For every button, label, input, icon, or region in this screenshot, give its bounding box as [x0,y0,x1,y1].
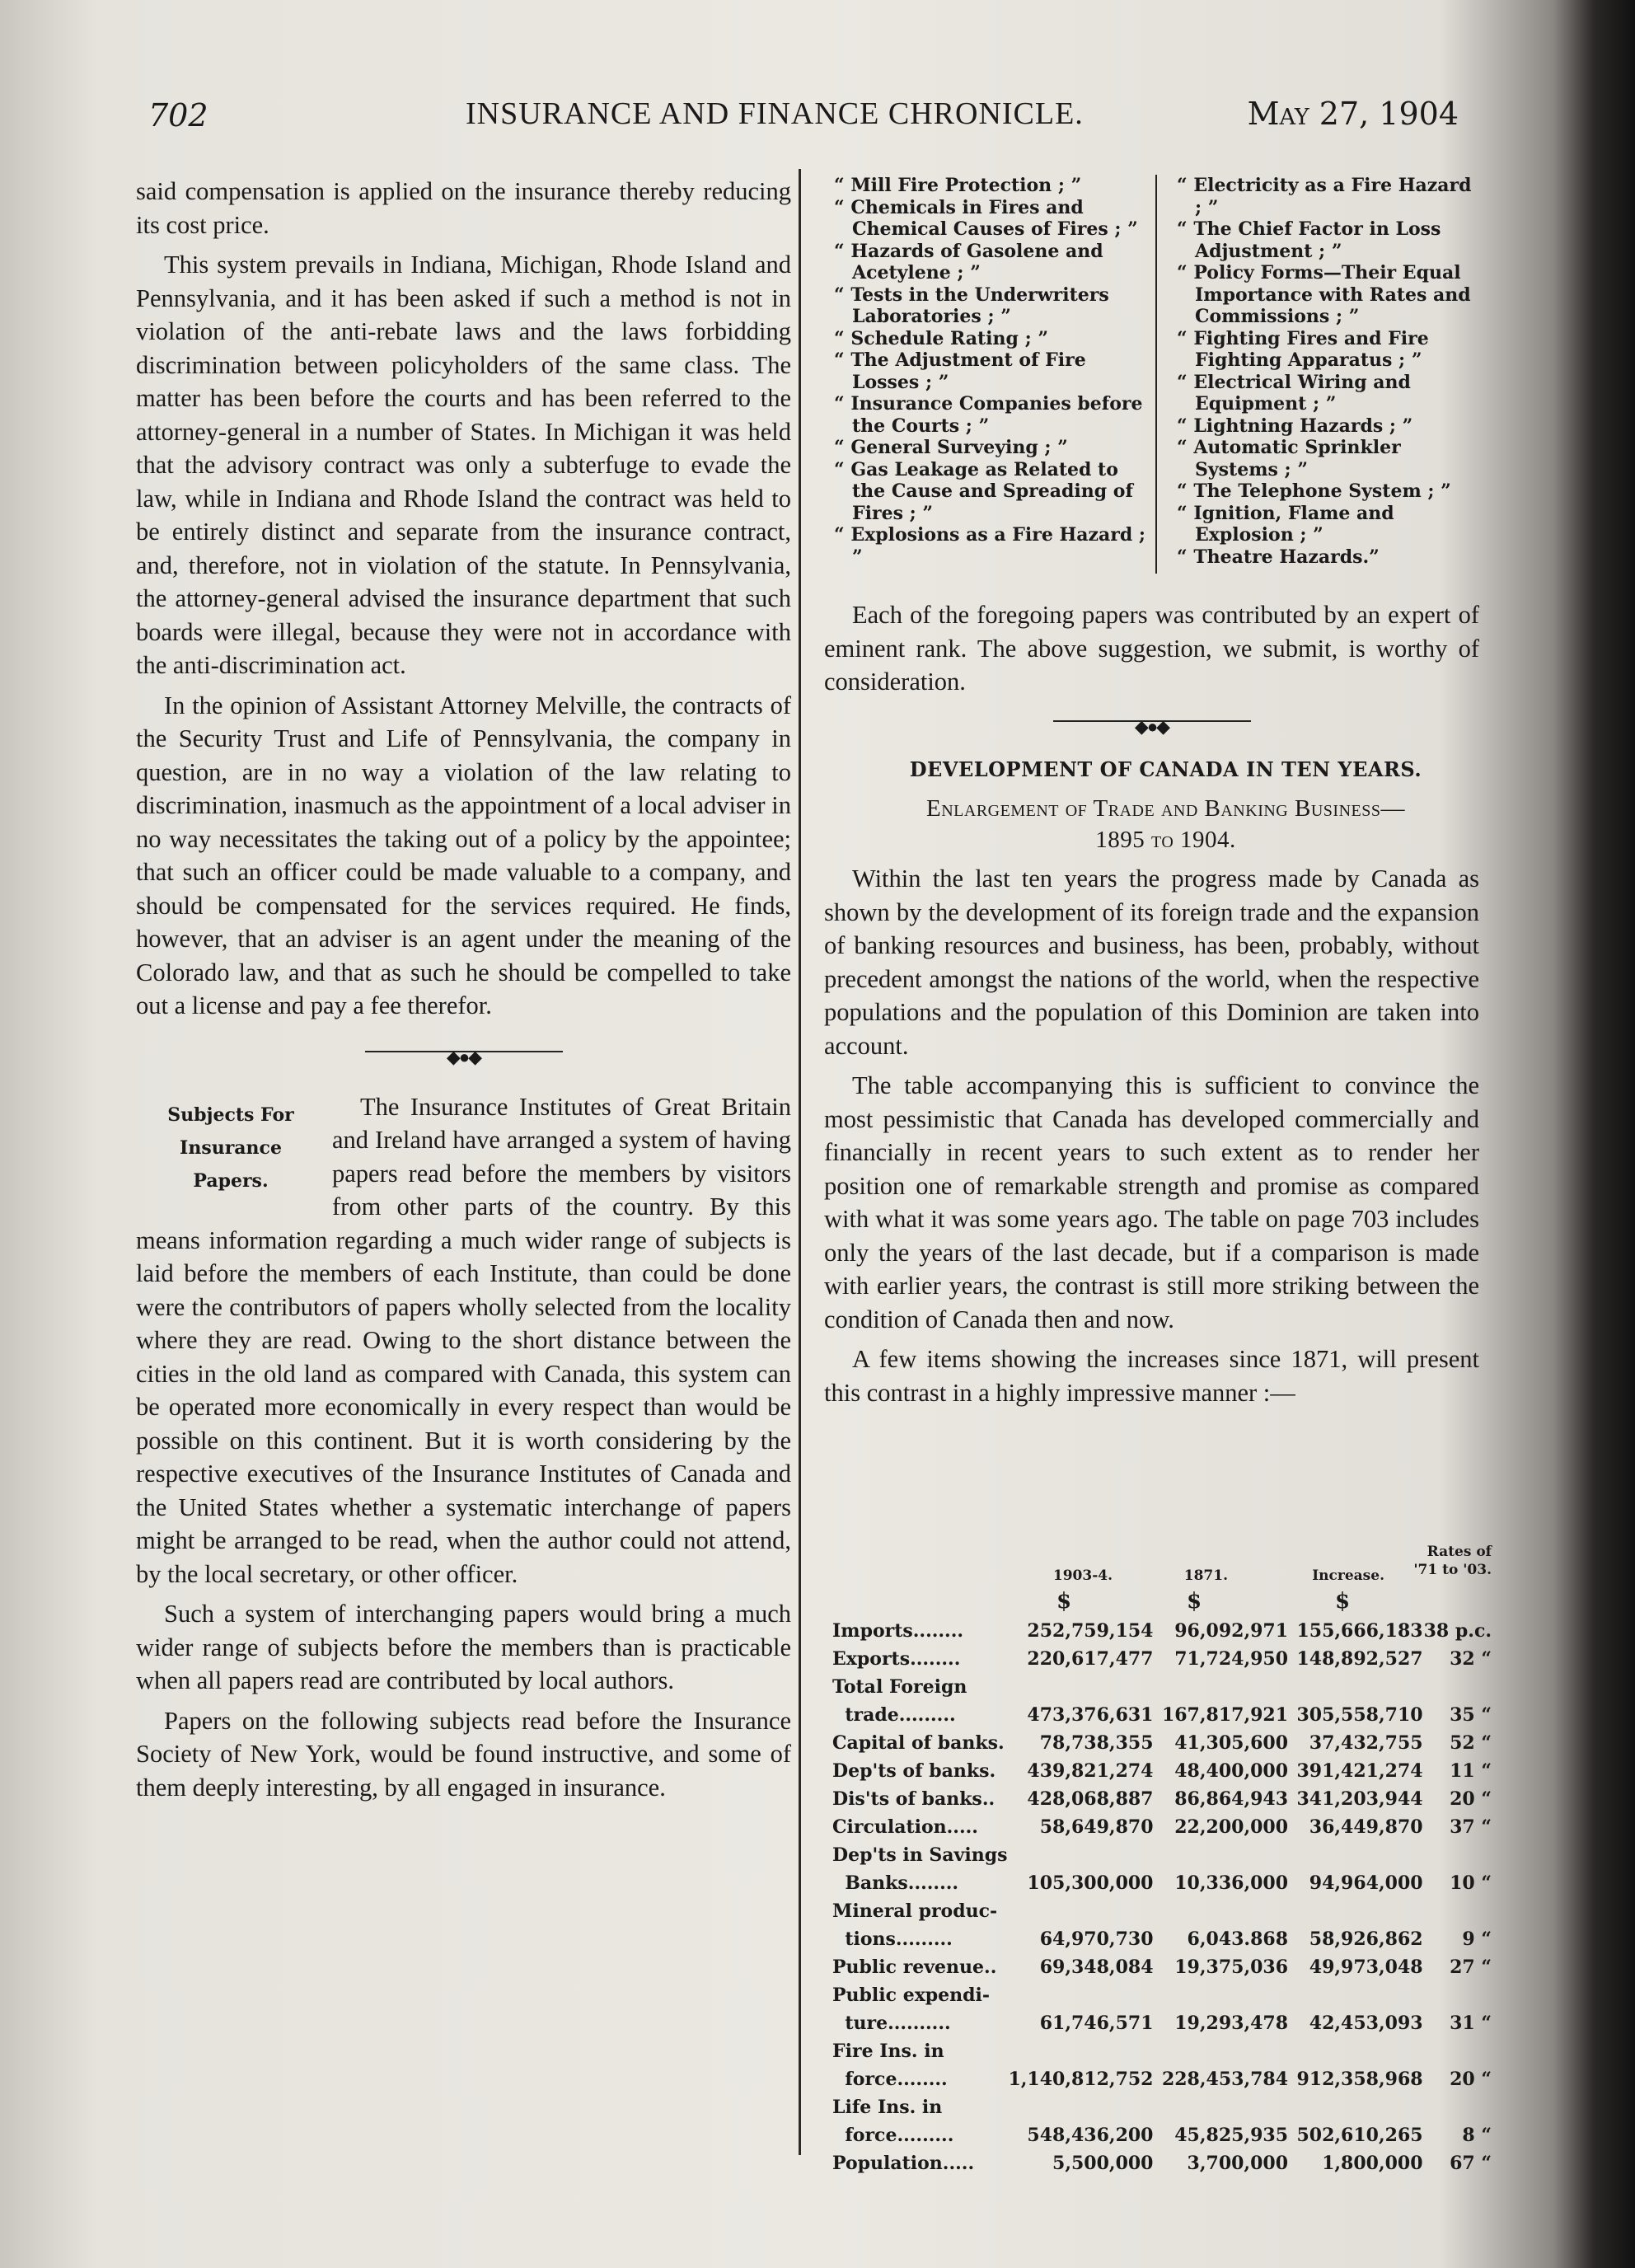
row-label: tions......... [832,1928,953,1950]
topic-item: “ Mill Fire Protection ; ” [834,175,1082,196]
row-label: trade......... [832,1704,956,1726]
ornamental-divider [824,707,1479,735]
value-cell [1154,1897,1289,1925]
row-label: Public revenue.. [832,1956,997,1978]
paragraph: In the opinion of Assistant Attorney Melville, the contracts of the Security Trust and Life of Pennsylvania, the company in question, are in no way a violation of the law relating to discrimination, inasmuch as the appointment of a local adviser in no way necessitates the taking out of a policy by the appointee; that such an officer could be made valuable to a company, and should be compensated for the services required. He finds, however, that an adviser is an agent under the meaning of the Colorado law, and that as such he should be compelled to take out a license and pay a fee therefor. [136,691,791,1019]
rate-cell: 35 “ [1450,1704,1492,1726]
topic-item: “ Electrical Wiring and Equipment ; ” [1177,371,1411,415]
value-cell [1008,2037,1153,2065]
table-header: 1903-4. [1052,1567,1113,1584]
rate-cell [1423,1897,1492,1925]
topic-item: “ Chemicals in Fires and Chemical Causes of Fires ; ” [834,196,1138,240]
paragraph: Within the last ten years the progress made by Canada as shown by the development of its foreign trade and the expansion of banking resources and business, has been, probably, without precedent amongst the nations of the world, when the respective populations and the population of this Dominion are taken into account. [824,865,1479,1060]
value-cell: 58,926,862 [1309,1928,1423,1950]
page-number: 702 [148,97,208,134]
value-cell: 42,453,093 [1309,2013,1423,2034]
value-cell [1008,1841,1153,1869]
row-label: Total Foreign [832,1676,967,1698]
value-cell [1154,1841,1289,1869]
table-row [832,1897,1492,1925]
row-label: Mineral produc- [832,1900,998,1922]
side-heading-line: Subjects For [167,1104,294,1126]
rate-cell [1423,2093,1492,2121]
value-cell [1288,2093,1423,2121]
topics-right-column [1177,175,1478,568]
value-cell: 71,724,950 [1174,1648,1289,1670]
paragraph: Papers on the following subjects read before the Insurance Society of New York, would be found instructive, and some of them deeply interesting, by all engaged in insurance. [136,1706,791,1802]
table-row [832,1729,1492,1757]
table-row [832,2093,1492,2121]
table-row [832,2009,1492,2037]
table-row [832,1925,1492,1953]
topic-item: “ Theatre Hazards.” [1177,546,1380,568]
row-label: force........ [832,2069,948,2090]
value-cell [1154,2093,1289,2121]
table-header: 1871. [1183,1567,1228,1584]
value-cell [1154,1673,1289,1701]
value-cell: 548,436,200 [1027,2125,1154,2146]
value-cell: 391,421,274 [1296,1760,1423,1782]
value-cell: 220,617,477 [1027,1648,1154,1670]
value-cell [1008,1897,1153,1925]
rate-cell: 32 “ [1450,1648,1492,1670]
paragraph: said compensation is applied on the insurance thereby reducing its cost price. [136,177,791,239]
issue-date: May 27, 1904 [1247,96,1459,132]
row-label: Exports........ [832,1648,961,1670]
value-cell [1008,1673,1153,1701]
value-cell [1288,1841,1423,1869]
ornamental-divider [136,1038,791,1066]
value-cell: 19,375,036 [1174,1956,1289,1978]
value-cell: 3,700,000 [1187,2153,1289,2174]
topic-item: “ Gas Leakage as Related to the Cause and Spreading of Fires ; ” [834,458,1133,524]
rate-cell: 8 “ [1462,2125,1492,2146]
table-row [832,1757,1492,1785]
topic-item: “ Electricity as a Fire Hazard ; ” [1177,175,1472,218]
value-cell: 502,610,265 [1296,2125,1423,2146]
topic-item: “ Insurance Companies before the Courts ; ” [834,393,1143,437]
value-cell [1154,2037,1289,2065]
paragraph: The Insurance Institutes of Great Britain and Ireland have arranged a system of having papers read before the members by visitors from other parts of the country. By this means information regarding a much wider range of subjects is laid before the members of each Institute, than could be done were the contributors of papers wholly selected from the locality where they are read. Owing to the short distance between the cities in the old land as compared with Canada, this system can be operated more economically in every respect than would be possible on this continent. But it is worth considering by the respective executives of the Insurance Institutes of Canada and the United States whether a systematic interchange of papers might be arranged to be read, when the author could not attend, by the local secretary, or other officer. [136,1092,791,1588]
value-cell: 228,453,784 [1161,2069,1289,2090]
value-cell [1154,1981,1289,2009]
table-row [832,1785,1492,1813]
value-cell [1008,1981,1153,2009]
rate-cell: 67 “ [1450,2153,1492,2174]
topic-item: “ Fighting Fires and Fire Fighting Apparatus ; ” [1177,327,1429,371]
journal-title: INSURANCE AND FINANCE CHRONICLE. [466,96,1084,131]
side-heading [136,1090,326,1197]
dollar-sign: $ [1056,1589,1072,1614]
topic-item: “ General Surveying ; ” [834,437,1068,458]
table-row [832,1645,1492,1673]
value-cell: 19,293,478 [1174,2013,1289,2034]
topic-item: “ The Chief Factor in Loss Adjustment ; ” [1177,218,1441,262]
value-cell: 94,964,000 [1309,1872,1423,1894]
rate-cell [1423,1981,1492,2009]
row-label: Dis'ts of banks.. [832,1788,996,1810]
statistics-table [832,1617,1492,2177]
rate-cell: 20 “ [1450,1788,1492,1810]
table-row [832,1981,1492,2009]
value-cell: 6,043.868 [1187,1928,1289,1950]
rate-cell: 27 “ [1450,1956,1492,1978]
value-cell: 49,973,048 [1309,1956,1423,1978]
topics-left-column [834,175,1147,568]
table-row [832,1617,1492,1645]
row-label: Dep'ts in Savings [832,1844,1008,1866]
value-cell: 439,821,274 [1027,1760,1154,1782]
side-heading-line: Insurance [180,1136,282,1159]
value-cell: 36,449,870 [1309,1816,1423,1838]
table-row [832,1869,1492,1897]
rate-cell: 9 “ [1462,1928,1492,1950]
topics-separator [1155,175,1157,574]
rate-cell: 11 “ [1450,1760,1492,1782]
topic-item: “ Hazards of Gasolene and Acetylene ; ” [834,240,1103,284]
rate-cell: 38 p.c. [1423,1620,1492,1642]
page-header [140,92,1459,138]
topic-item: “ Explosions as a Fire Hazard ; ” [834,524,1146,568]
value-cell: 78,738,355 [1039,1732,1154,1754]
value-cell: 167,817,921 [1161,1704,1289,1726]
value-cell [1288,1673,1423,1701]
topic-item: “ Tests in the Underwriters Laboratories ; ” [834,284,1109,327]
table-row [832,2065,1492,2093]
section-title: DEVELOPMENT OF CANADA IN TEN YEARS. [909,757,1422,781]
value-cell: 148,892,527 [1296,1648,1423,1670]
topic-item: “ Schedule Rating ; ” [834,327,1049,349]
topic-item: “ The Adjustment of Fire Losses ; ” [834,349,1086,393]
row-label: Circulation..... [832,1816,978,1838]
table-row [832,2149,1492,2177]
topic-item: “ Lightning Hazards ; ” [1177,415,1413,437]
dollar-sign: $ [1187,1589,1202,1614]
table-header: Rates of '71 to '03. [1413,1544,1492,1578]
section-subtitle: 1895 to 1904. [1095,827,1236,853]
table-row [832,1953,1492,1981]
row-label: Fire Ins. in [832,2041,944,2062]
row-label: Public expendi- [832,1984,991,2006]
value-cell: 48,400,000 [1174,1760,1289,1782]
row-label: Dep'ts of banks. [832,1760,996,1782]
value-cell: 58,649,870 [1039,1816,1154,1838]
rate-cell: 10 “ [1450,1872,1492,1894]
value-cell: 96,092,971 [1174,1620,1289,1642]
paragraph: Such a system of interchanging papers would bring a much wider range of subjects before the members than is practicable when all papers read are contributed by local authors. [136,1600,791,1694]
row-label: ture.......... [832,2013,951,2034]
topic-item: “ The Telephone System ; ” [1177,480,1451,502]
topics-list [816,175,1479,587]
row-label: Population..... [832,2153,975,2174]
table-row [832,2121,1492,2149]
table-row [832,1813,1492,1841]
column-rule [799,169,801,2155]
row-label: Imports........ [832,1620,964,1642]
value-cell: 341,203,944 [1296,1788,1423,1810]
rate-cell [1423,1841,1492,1869]
value-cell: 37,432,755 [1309,1732,1423,1754]
paragraph: The table accompanying this is sufficient to convince the most pessimistic that Canada has developed commercially and financially in recent years to such extent as to render her position one of remarkable strength and promise as compared with what it was some years ago. The table on page 703 includes only the years of the last decade, but if a comparison is made with earlier years, the contrast is still more striking between the condition of Canada then and now. [824,1071,1479,1333]
value-cell: 41,305,600 [1174,1732,1289,1754]
rate-cell: 52 “ [1450,1732,1492,1754]
row-label: force......... [832,2125,954,2146]
value-cell: 1,800,000 [1322,2153,1423,2174]
left-column [136,175,791,1811]
value-cell: 473,376,631 [1027,1704,1154,1726]
value-cell: 61,746,571 [1039,2013,1154,2034]
table-header: Increase. [1312,1567,1384,1584]
rate-cell [1423,2037,1492,2065]
rate-cell: 37 “ [1450,1816,1492,1838]
value-cell [1008,2093,1153,2121]
row-label: Capital of banks. [832,1732,1005,1754]
paragraph: This system prevails in Indiana, Michigan, Rhode Island and Pennsylvania, and it has been asked if such a method is not in violation of the anti-rebate laws and the laws forbidding discrimination between policyholders of the same class. The matter has been before the courts and has been referred to the attorney-general in a number of States. In Michigan it was held that the advisory contract was only a subterfuge to evade the law, while in Indiana and Rhode Island the contract was held to be entirely distinct and separate from the insurance contract, and, therefore, not in violation of the statute. In Pennsylvania, the attorney-general advised the insurance department that such boards were illegal, because they were not in accordance with the anti-discrimination act. [136,251,791,679]
value-cell: 45,825,935 [1174,2125,1289,2146]
rate-cell: 20 “ [1450,2069,1492,2090]
dollar-sign: $ [1335,1589,1351,1614]
table-row [832,1701,1492,1729]
value-cell: 86,864,943 [1174,1788,1289,1810]
table-row [832,1841,1492,1869]
rate-cell [1423,1673,1492,1701]
table-row [832,1673,1492,1701]
value-cell: 5,500,000 [1052,2153,1154,2174]
divider-ornament: ◆●◆ [446,1046,481,1067]
topic-item: “ Ignition, Flame and Explosion ; ” [1177,502,1394,546]
value-cell: 428,068,887 [1027,1788,1154,1810]
paragraph: A few items showing the increases since 1871, will present this contrast in a highly impressive manner :— [824,1345,1479,1407]
value-cell: 912,358,968 [1296,2069,1423,2090]
value-cell: 1,140,812,752 [1008,2069,1154,2090]
value-cell [1288,1897,1423,1925]
value-cell: 105,300,000 [1027,1872,1154,1894]
value-cell: 252,759,154 [1027,1620,1154,1642]
value-cell: 69,348,084 [1039,1956,1154,1978]
topic-item: “ Policy Forms—Their Equal Importance with Rates and Commissions ; ” [1177,262,1471,327]
value-cell [1288,2037,1423,2065]
paragraph: Each of the foregoing papers was contributed by an expert of eminent rank. The above suggestion, we submit, is worthy of consideration. [824,601,1479,696]
value-cell: 155,666,183 [1296,1620,1423,1642]
table-row [832,2037,1492,2065]
rate-cell: 31 “ [1450,2013,1492,2034]
row-label: Life Ins. in [832,2097,943,2118]
row-label: Banks........ [832,1872,959,1894]
right-column [824,598,1479,1416]
value-cell: 10,336,000 [1174,1872,1289,1894]
topic-item: “ Automatic Sprinkler Systems ; ” [1177,437,1401,480]
section-subtitle: Enlargement of Trade and Banking Business— [926,795,1405,822]
value-cell [1288,1981,1423,2009]
value-cell: 64,970,730 [1039,1928,1154,1950]
divider-ornament: ◆●◆ [1134,715,1169,737]
side-heading-line: Papers. [193,1169,269,1192]
value-cell: 22,200,000 [1174,1816,1289,1838]
value-cell: 305,558,710 [1296,1704,1423,1726]
